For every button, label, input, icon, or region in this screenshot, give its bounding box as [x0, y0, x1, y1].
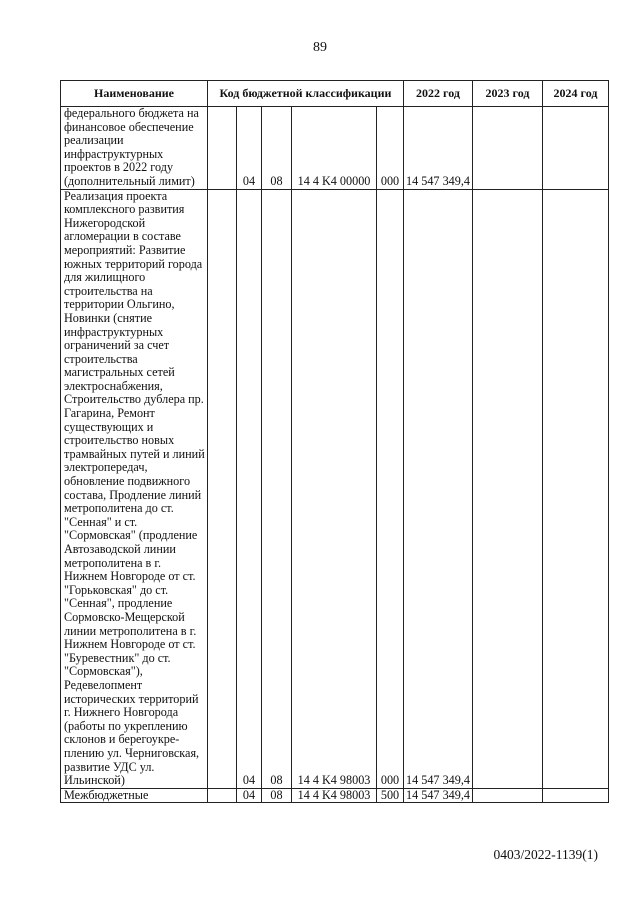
row-amount-2024 — [542, 189, 608, 788]
row-amount-2023 — [472, 107, 542, 190]
row-spacer — [208, 107, 237, 190]
table-row — [61, 189, 609, 788]
table-row — [61, 788, 609, 802]
row-spacer — [208, 788, 237, 802]
header-budget-code: Код бюджетной классификации — [208, 81, 404, 107]
header-2022: 2022 год — [404, 81, 473, 107]
row-target-article: 14 4 K4 98003 — [292, 788, 377, 802]
row-subsection: 08 — [262, 107, 292, 190]
row-expense-type: 500 — [377, 788, 404, 802]
row-amount-2023 — [472, 788, 542, 802]
row-target-article: 14 4 K4 00000 — [292, 107, 377, 190]
table-header-row — [61, 81, 609, 107]
row-amount-2024 — [542, 788, 608, 802]
table-row — [61, 107, 609, 190]
row-expense-type: 000 — [377, 107, 404, 190]
header-name: Наименование — [61, 81, 208, 107]
budget-table — [60, 80, 609, 803]
row-section: 04 — [237, 788, 262, 802]
row-spacer — [208, 189, 237, 788]
row-subsection: 08 — [262, 788, 292, 802]
row-section: 04 — [237, 189, 262, 788]
row-amount-2022: 14 547 349,4 — [404, 189, 473, 788]
row-name: Межбюджетные — [61, 788, 208, 802]
row-target-article: 14 4 K4 98003 — [292, 189, 377, 788]
document-code: 0403/2022-1139(1) — [493, 847, 598, 862]
row-amount-2022: 14 547 349,4 — [404, 788, 473, 802]
row-subsection: 08 — [262, 189, 292, 788]
row-amount-2022: 14 547 349,4 — [404, 107, 473, 190]
header-2023: 2023 год — [472, 81, 542, 107]
header-2024: 2024 год — [542, 81, 608, 107]
row-name: Реализация проекта комплексного развития Нижегородской агломерации в составе мероприятий: Развитие южных территорий города для жилищного строительства на территории Ольгино, Новинки (снятие инфраструктурных ограничений за счет строительства магистральных сетей электроснабжения, Строительство дублера пр. Гагарина, Ремонт существующих и строительство новых трамвайных путей и линий электропередач, обновление подвижного состава, Продление линий метрополитена до ст. "Сенная" и ст. "Сормовская" (продление Автозаводской линии метрополитена в г. Нижнем Новгороде от ст. "Горьковская" до ст. "Сенная", продление Сормовско-Мещерской линии метрополитена в г. Нижнем Новгороде от ст. "Буревестник" до ст. "Сормовская"), Редевелопмент исторических территорий г. Нижнего Новгорода (работы по укреплению склонов и берегоукре-плению ул. Черниговская, развитие УДС ул. Ильинской) — [61, 189, 208, 788]
page-number: 89 — [313, 40, 327, 55]
row-name: федерального бюджета на финансовое обеспечение реализации инфраструктурных проектов в 2022 году (дополнительный лимит) — [61, 107, 208, 190]
row-amount-2023 — [472, 189, 542, 788]
row-expense-type: 000 — [377, 189, 404, 788]
row-amount-2024 — [542, 107, 608, 190]
row-section: 04 — [237, 107, 262, 190]
